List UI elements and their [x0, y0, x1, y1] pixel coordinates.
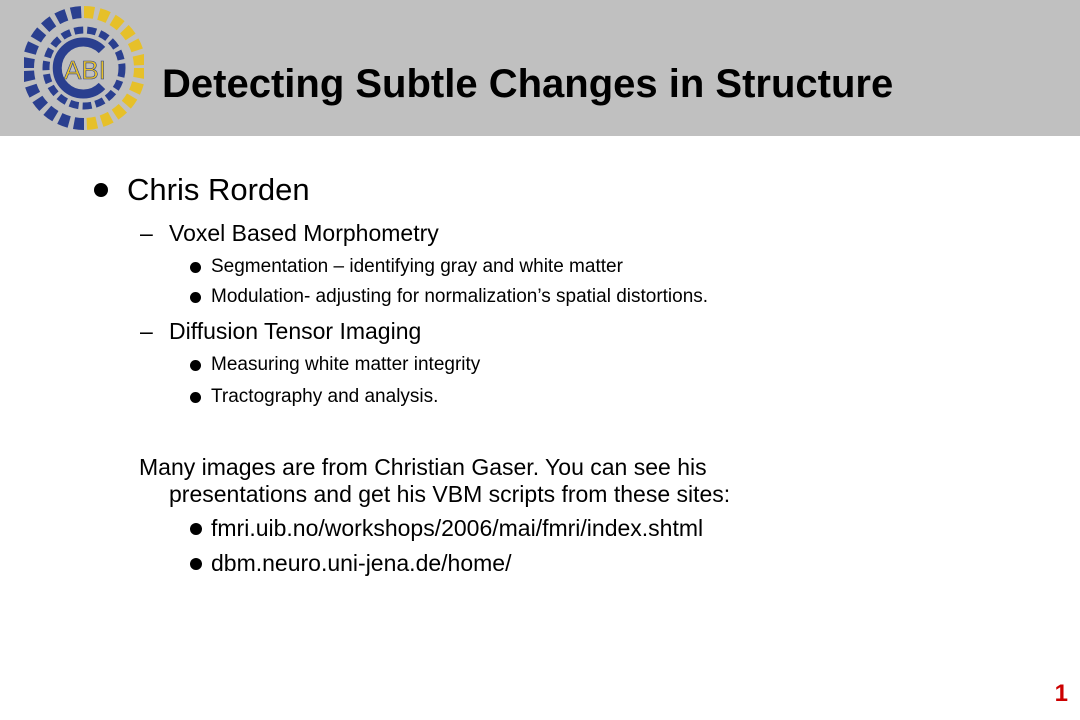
bullet-dot — [190, 523, 202, 535]
bullet-dot — [190, 360, 201, 371]
note-line-1: Many images are from Christian Gaser. You can see his — [139, 454, 707, 480]
bullet-dot — [190, 392, 201, 403]
bullet-dot — [190, 262, 201, 273]
vbm-item-segmentation: Segmentation – identifying gray and white matter — [211, 256, 623, 277]
dti-item-integrity: Measuring white matter integrity — [211, 354, 481, 375]
slide-title: Detecting Subtle Changes in Structure — [162, 62, 894, 106]
vbm-item-modulation: Modulation- adjusting for normalization’s spatial distortions. — [211, 286, 709, 307]
logo-text: ABI — [64, 55, 106, 85]
site-link-fmri[interactable]: fmri.uib.no/workshops/2006/mai/fmri/index.shtml — [211, 515, 704, 541]
vbm-heading: Voxel Based Morphometry — [169, 220, 439, 246]
dash-marker: – — [140, 220, 153, 246]
note-line-2: presentations and get his VBM scripts from these sites: — [169, 481, 731, 507]
bullet-dot — [94, 183, 108, 197]
bullet-dot — [190, 558, 202, 570]
site-link-dbm[interactable]: dbm.neuro.uni-jena.de/home/ — [211, 550, 512, 576]
dash-marker: – — [140, 318, 153, 344]
bullet-dot — [190, 292, 201, 303]
dti-item-tractography: Tractography and analysis. — [211, 386, 439, 407]
page-number: 1 — [1054, 680, 1068, 707]
presenter-name: Chris Rorden — [127, 172, 310, 207]
dti-heading: Diffusion Tensor Imaging — [169, 318, 422, 344]
